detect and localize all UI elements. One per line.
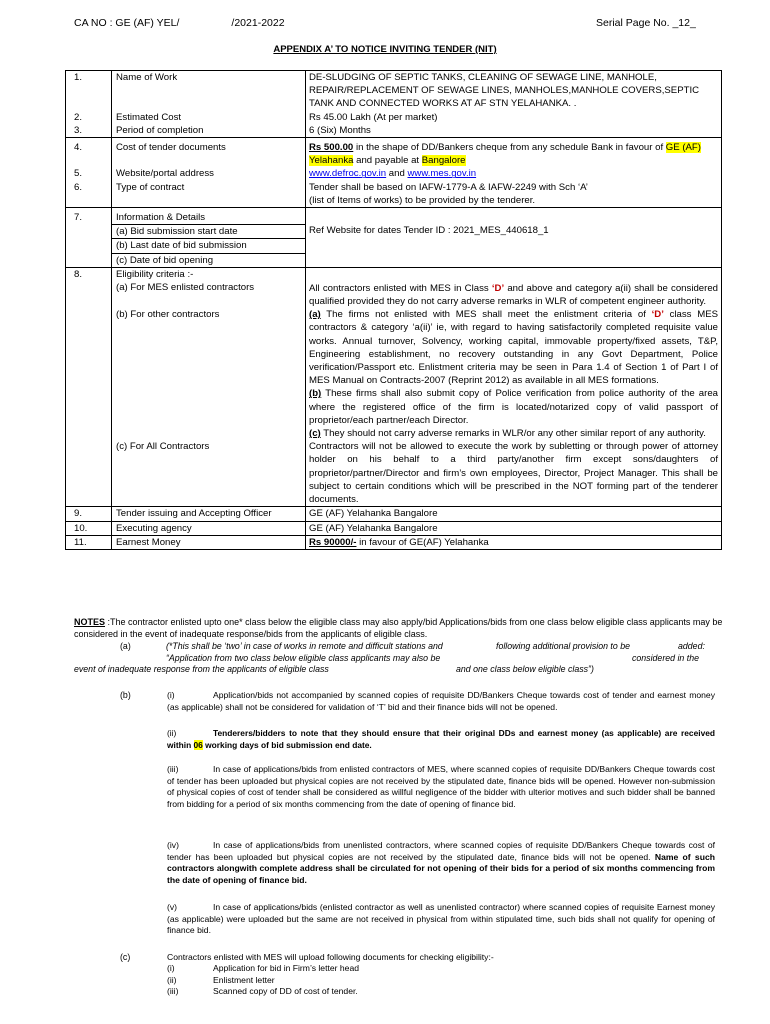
para-b-marker: (b) [120, 690, 131, 700]
ca-year: /2021-2022 [231, 17, 285, 29]
text: These firms shall also submit copy of Police verification from police authority of the area where the registered office of the firm is located/notarized copy of valid passport of proprietor/each partner/each Director. [309, 388, 718, 426]
row-value [306, 267, 722, 308]
note-a [74, 641, 724, 676]
row-value [306, 181, 722, 208]
text: (list of Items of works) to be provided by the tenderer. [309, 194, 536, 206]
row-number: 3. [66, 124, 112, 138]
highlight-city: Bangalore [421, 155, 466, 167]
text: in the shape of DD/Bankers cheque from any schedule Bank in favour of [353, 142, 666, 154]
row-number: 6. [66, 181, 112, 208]
text: Tender shall be based on IAFW-1779-A & IAFW-2249 with Sch ‘A’ [309, 181, 588, 193]
text: (ii) [167, 974, 177, 985]
table-row [66, 440, 722, 507]
text: (iii) [167, 986, 179, 997]
serial-page-number: Serial Page No. _12_ [596, 17, 696, 29]
para-c-marker: (c) [120, 952, 131, 962]
row-label: Tender issuing and Accepting Officer [112, 507, 306, 521]
text: ‘D’ [651, 309, 664, 321]
text: ‘D’ [491, 282, 505, 294]
row-number: 1. [66, 71, 112, 111]
text: (*This shall be ‘two’ in case of works in remote and difficult stations and [166, 641, 443, 651]
notes-label: NOTES [74, 617, 106, 627]
tender-details-table [65, 70, 722, 550]
tender-cost-amount: Rs 500.00 [309, 142, 354, 154]
table-row [66, 535, 722, 549]
row-label: Cost of tender documents [112, 138, 306, 168]
highlight-payee: GE (AF) Yelahanka [309, 142, 701, 167]
text: (a) Bid submission start date [112, 224, 305, 238]
text: and above and category a(ii) shall be considered qualified provided they do not carry adverse remarks in WLR of competent engineer authority. [309, 282, 718, 308]
table-row [66, 208, 722, 268]
para-b-i [167, 690, 715, 713]
text: (b) Last date of bid submission [112, 238, 305, 252]
text: event of inadequate response from the applicants of eligible class [74, 664, 329, 675]
text: They should not carry adverse remarks in WLR/or any other similar report of any authority. [320, 428, 706, 440]
row-label: Estimated Cost [112, 111, 306, 124]
row-value [306, 138, 722, 168]
row-number: 10. [66, 521, 112, 535]
table-row [66, 138, 722, 168]
text: (b) [309, 388, 322, 400]
defproc-link[interactable]: www.defroc.gov.in [309, 168, 387, 180]
row-value: Rs 45.00 Lakh (At per market) [306, 111, 722, 124]
text: (ii) [167, 728, 177, 738]
text: and one class below eligible class”) [456, 664, 594, 675]
list-item [167, 975, 715, 987]
text: In case of applications/bids from enlisted contractors of MES, where scanned copies of requisite DD/Bankers Cheque towards cost of tender has been uploaded but physical copies are not received by the stipulated date, finance bids will be opened. However non-submission of physical copies of cost of tender shall be considered as willful negligence of the bidder with ulterior motives and such bidder shall be banned from bidding for a period of six months commencing from the date of opening of finance bid. [167, 764, 715, 809]
text: Name of such contractors alongwith complete address shall be circulated for not opening of their bids for a period of six months commencing from the date of opening of finance bid. [167, 851, 715, 885]
row-label [112, 208, 306, 268]
text: Scanned copy of DD of cost of tender. [213, 986, 358, 997]
text: considered in the [632, 652, 699, 663]
row-label: (c) For All Contractors [112, 440, 306, 507]
row-label: Website/portal address [112, 167, 306, 180]
row-number: 9. [66, 507, 112, 521]
text: Eligibility criteria :- [116, 268, 194, 280]
table-row [66, 521, 722, 535]
text [74, 664, 724, 676]
row-label: Period of completion [112, 124, 306, 138]
table-row [66, 507, 722, 521]
row-value: GE (AF) Yelahanka Bangalore [306, 507, 722, 521]
text: (c) [309, 428, 321, 440]
earnest-money-amount: Rs 90000/- [309, 536, 357, 548]
table-row [66, 111, 722, 124]
text: Application/bids not accompanied by scanned copies of requisite DD/Bankers Cheque towards cost of tender and earnest money (as applicable) shall not be considered for validation of ‘T’ bid and their finance bids will not be opened. [167, 690, 715, 712]
table-row [66, 308, 722, 440]
text: The firms not enlisted with MES shall meet the enlistment criteria of [320, 309, 652, 321]
para-c-text: Contractors enlisted with MES will upload following documents for checking eligibility:- [167, 952, 494, 962]
table-row [66, 71, 722, 111]
para-b-ii [167, 728, 715, 751]
table-row [66, 124, 722, 138]
text: Enlistment letter [213, 974, 275, 985]
row-number: 11. [66, 535, 112, 549]
text: Application for bid in Firm’s letter head [213, 963, 360, 973]
row-label: (b) For other contractors [112, 308, 306, 440]
table-row [66, 181, 722, 208]
mes-link[interactable]: www.mes.gov.in [407, 168, 477, 180]
para-c-list [167, 963, 715, 998]
text: in favour of GE(AF) Yelahanka [356, 536, 489, 548]
text: (i) [167, 690, 175, 700]
para-b-iv [167, 840, 715, 886]
text: and [386, 168, 408, 180]
list-item [167, 963, 715, 975]
text: following additional provision to be [496, 641, 630, 651]
row-label: Type of contract [112, 181, 306, 208]
row-number: 4. [66, 138, 112, 168]
text: working days of bid submission end date. [202, 739, 372, 750]
notes-text: :The contractor enlisted upto one* class below the eligible class may also apply/bid Applications/bids from one class below eligible class applicants may be considered in the event of inadequate response/bids from the applicants of eligible class. [74, 617, 723, 639]
text: (c) Date of bid opening [112, 253, 305, 267]
table-row [66, 167, 722, 180]
text: (a) For MES enlisted contractors [116, 282, 255, 294]
text: (v) [167, 902, 178, 912]
row-label: Earnest Money [112, 535, 306, 549]
para-b-iii [167, 764, 715, 810]
text: Tenderers/bidders to note that they should ensure that their original DDs and earnest money (as applicable) are received within [167, 728, 715, 750]
row-value: Contractors will not be allowed to execute the work by subletting or through power of attorney holder on his behalf to a third party/another firm except sons/daughters of proprietor/partner/Director and firm’s own employees, Director, Project Manager. This shall be subject to certain conditions which will be prescribed in the NOT forming part of the tenderer documents. [306, 440, 722, 507]
text: In case of applications/bids (enlisted contractor as well as unenlisted contractor) where scanned copies of requisite Earnest money (as applicable) were uploaded but the same are not received in physical from within stipulated time, such bids shall not qualify for opening of finance bid. [167, 902, 715, 936]
row-value: GE (AF) Yelahanka Bangalore [306, 521, 722, 535]
text: (iv) [167, 840, 179, 850]
highlight-days: 06 [193, 739, 203, 750]
list-item [167, 986, 715, 998]
text: Information & Details [116, 212, 206, 224]
text: In case of applications/bids from unenlisted contractors, where scanned copies of requisite DD/Bankers Cheque towards cost of tender has been uploaded but physical copies are not received by the stipulated date, finance bids will not be opened. [167, 840, 715, 862]
row-label: Name of Work [112, 71, 306, 111]
text: (a) [120, 641, 131, 651]
text: “Application from two class below eligible class applicants may also be [166, 652, 441, 663]
row-number: 2. [66, 111, 112, 124]
row-value [306, 308, 722, 440]
ca-number-label: CA NO : GE (AF) YEL/ [74, 17, 180, 29]
table-row [66, 267, 722, 308]
text: and payable at [353, 155, 422, 167]
text: added: [678, 641, 705, 651]
text: All contractors enlisted with MES in Class [309, 282, 492, 294]
row-number: 7. [66, 208, 112, 268]
page-title: APPENDIX A’ TO NOTICE INVITING TENDER (NIT) [273, 44, 497, 55]
ca-number [74, 17, 285, 29]
text [74, 641, 724, 653]
text: (iii) [167, 764, 179, 774]
row-value: Ref Website for dates Tender ID : 2021_MES_440618_1 [306, 208, 722, 268]
para-b-v [167, 902, 715, 937]
row-value: 6 (Six) Months [306, 124, 722, 138]
row-label [112, 267, 306, 308]
row-value [306, 535, 722, 549]
row-value: DE-SLUDGING OF SEPTIC TANKS, CLEANING OF SEWAGE LINE, MANHOLE, REPAIR/REPLACEMENT OF SEWAGE LINES, MANHOLES,MANHOLE COVERS,SEPTIC TANK AND CONNECTED WORKS AT AF STN YELAHANKA. . [306, 71, 722, 111]
text: (i) [167, 963, 175, 973]
text: class MES contractors & category ‘a(ii)’ ie, with regard to having satisfactorily completed requisite value works. Annual turnover, Solvency, working capital, immovable property/fixed assets, T&P, Engineering establishment, no recovery outstanding in any Govt Department, Police verification/Passport etc. Enlistment criteria may be seen in Para 1.4 of Section 1 of Part I of MES Manual on Contracts-2007 (Reprint 2012) as available in all MES formations. [309, 309, 718, 387]
row-label: Executing agency [112, 521, 306, 535]
row-number: 8. [66, 267, 112, 506]
text [74, 653, 724, 665]
notes-section [74, 617, 724, 640]
row-number: 5. [66, 167, 112, 180]
row-value [306, 167, 722, 180]
text: (a) [309, 309, 321, 321]
